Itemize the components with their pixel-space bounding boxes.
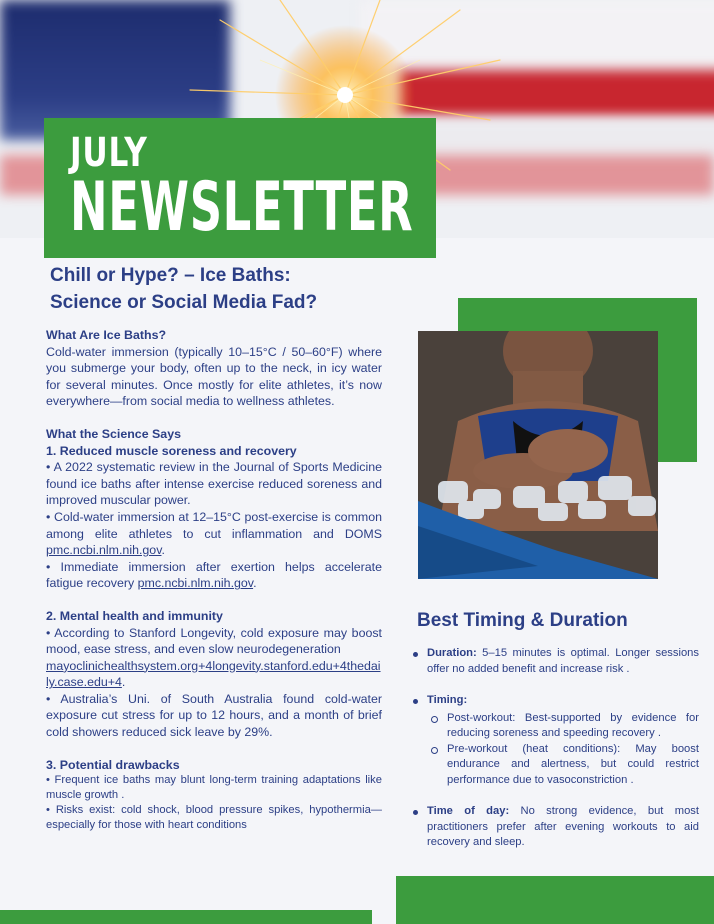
bullet-review: • A 2022 systematic review in the Journal of Sports Medicine found ice baths after intense exercise reduced soreness and improved muscular power. (46, 460, 382, 508)
timing-section (417, 610, 699, 851)
what-are-paragraph: Cold-water immersion (typically 10–15°C / 50–60°F) where you submerge your body, often up to the neck, in icy water for several minutes. Once mostly for elite athletes, it’s now everywhere—from social media to wellness athletes. (46, 344, 382, 409)
sublist-item-post: Post-workout: Best-supported by evidence for reducing soreness and speeding recovery . (427, 711, 699, 742)
what-are-heading: What Are Ice Baths? (46, 328, 167, 342)
bullet-risks: • Risks exist: cold shock, blood pressure spikes, hypothermia—especially for those with heart conditions (46, 804, 382, 832)
subsection-drawbacks: 3. Potential drawbacks (46, 757, 180, 772)
subsection-mental-health: 2. Mental health and immunity (46, 608, 223, 623)
timing-sublist (427, 711, 699, 789)
title-month: JULY (70, 130, 148, 176)
list-item-timing: Timing: Post-workout: Best-supported by evidence for reducing soreness and speeding recovery . Pre-workout (heat conditions): May boost endurance and alertness, but could restrict performance due to vasoconstriction . (417, 693, 699, 788)
bullet-australia: • Australia’s Uni. of South Australia found cold-water exposure cut stress for up to 12 hours, and a month of brief cold showers reduced sick leave by 29%. (46, 691, 382, 740)
article-body (46, 327, 382, 833)
science-heading: What the Science Says (46, 426, 181, 441)
timing-list (417, 646, 699, 851)
subsection-recovery: 1. Reduced muscle soreness and recovery (46, 443, 297, 458)
source-link[interactable]: pmc.ncbi.nlm.nih.gov (46, 543, 162, 558)
list-item-time-of-day: Time of day: No strong evidence, but most practitioners prefer after evening workouts to aid recovery and sleep. (417, 804, 699, 851)
footer-green-bar-right (396, 876, 714, 924)
article-headline (50, 262, 410, 316)
bullet-adaptations: • Frequent ice baths may blunt long-term training adaptations like muscle growth . (46, 774, 382, 802)
ice-bath-illustration (418, 331, 658, 579)
list-item-duration: Duration: 5–15 minutes is optimal. Longer sessions offer no added benefit and increase risk . (417, 646, 699, 677)
source-link[interactable]: mayoclinichealthsystem.org+4longevity.stanford.edu+4thedaily.case.edu+4 (46, 658, 381, 690)
source-link[interactable]: pmc.ncbi.nlm.nih.gov (137, 576, 254, 591)
bullet-immediate: • Immediate immersion after exertion helps accelerate fatigue recovery pmc.ncbi.nlm.nih.gov. (46, 559, 382, 591)
timing-title: Best Timing & Duration (417, 610, 628, 631)
title-newsletter: NEWSLETTER (70, 168, 414, 247)
footer-green-bar-left (0, 910, 372, 924)
bullet-stanford-link: mayoclinichealthsystem.org+4longevity.stanford.edu+4thedaily.case.edu+4. (46, 658, 381, 690)
bullet-elite: • Cold-water immersion at 12–15°C post-exercise is common among elite athletes to cut inflammation and DOMS pmc.ncbi.nlm.nih.gov. (46, 509, 382, 558)
headline-line-1: Chill or Hype? – Ice Baths: (50, 265, 291, 286)
ice-bath-photo (418, 331, 658, 579)
bullet-stanford: • According to Stanford Longevity, cold exposure may boost mood, ease stress, and even slow neurodegeneration (46, 625, 382, 657)
sublist-item-pre: Pre-workout (heat conditions): May boost endurance and alertness, but could restrict performance due to vasoconstriction . (427, 742, 699, 789)
newsletter-title-box (44, 118, 436, 258)
headline-line-2: Science or Social Media Fad? (50, 292, 318, 313)
